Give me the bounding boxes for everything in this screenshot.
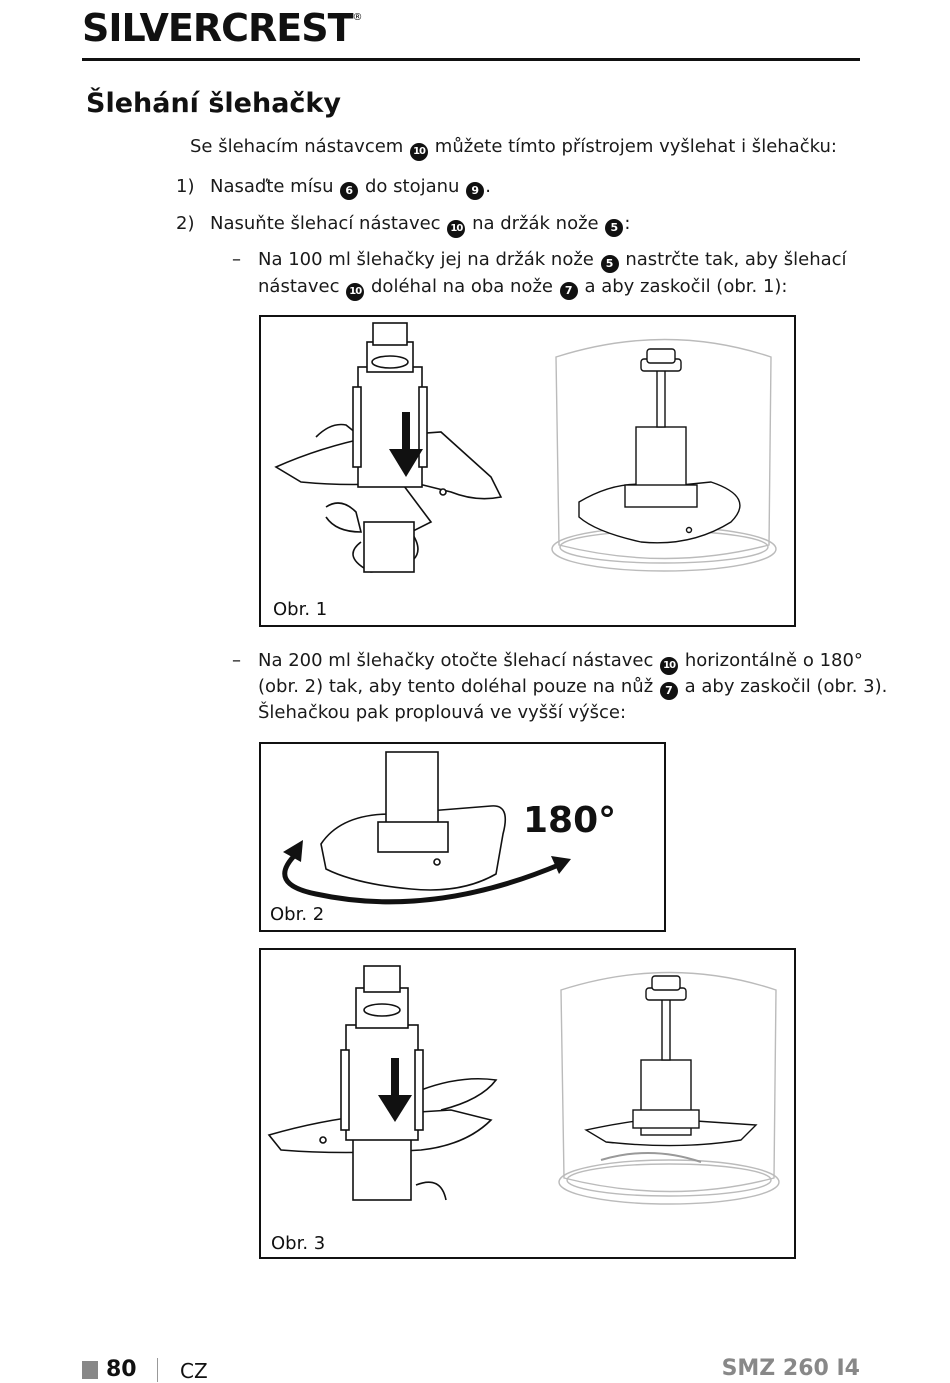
figure-3-illustration xyxy=(261,950,794,1257)
model-number: SMZ 260 I4 xyxy=(721,1356,860,1381)
figure-1-illustration xyxy=(261,317,794,625)
sub1-line1: Na 100 ml šlehačky jej na držák nože 5 nastrčte tak, aby šlehací xyxy=(258,246,847,273)
step-2-text: Nasuňte šlehací nástavec 10 na držák nože 5 : xyxy=(210,210,630,238)
sub2-line2: (obr. 2) tak, aby tento doléhal pouze na nůž 7 a aby zaskočil (obr. 3). xyxy=(258,673,887,700)
step-marker: 1) xyxy=(176,176,195,197)
sub1-line2: nástavec 10 doléhal na oba nože 7 a aby zaskočil (obr. 1): xyxy=(258,273,787,301)
header-divider xyxy=(82,58,860,61)
brand-logo: SILVERCREST® xyxy=(82,6,362,50)
figure-3-caption: Obr. 3 xyxy=(271,1233,326,1254)
footer-separator xyxy=(157,1358,158,1382)
dash-marker: – xyxy=(232,249,241,270)
reference-badge: 7 xyxy=(660,682,678,700)
reference-badge: 6 xyxy=(340,182,358,200)
section-title: Šlehání šlehačky xyxy=(86,88,341,119)
reference-badge: 10 xyxy=(660,657,678,675)
figure-2-illustration xyxy=(261,744,664,930)
reference-badge: 10 xyxy=(410,143,428,161)
reference-badge: 10 xyxy=(447,220,465,238)
dash-marker: – xyxy=(232,650,241,671)
intro-paragraph: Se šlehacím nástavcem 10 můžete tímto přístrojem vyšlehat i šlehačku: xyxy=(190,133,837,161)
page-number: 80 xyxy=(106,1357,137,1382)
reference-badge: 5 xyxy=(601,255,619,273)
language-code: CZ xyxy=(180,1359,208,1383)
footer-marker xyxy=(82,1361,98,1379)
rotation-angle-label: 180° xyxy=(523,800,617,841)
sub2-line3: Šlehačkou pak proplouvá ve vyšší výšce: xyxy=(258,702,627,723)
figure-1 xyxy=(259,315,796,627)
figure-2 xyxy=(259,742,666,932)
reference-badge: 5 xyxy=(605,219,623,237)
step-marker: 2) xyxy=(176,213,195,234)
figure-1-caption: Obr. 1 xyxy=(273,599,328,620)
step-1-text: Nasaďte mísu 6 do stojanu 9 . xyxy=(210,173,491,200)
reference-badge: 7 xyxy=(560,282,578,300)
reference-badge: 10 xyxy=(346,283,364,301)
reference-badge: 9 xyxy=(466,182,484,200)
figure-2-caption: Obr. 2 xyxy=(270,904,325,925)
sub2-line1: Na 200 ml šlehačky otočte šlehací nástavec 10 horizontálně o 180° xyxy=(258,647,863,675)
figure-3 xyxy=(259,948,796,1259)
